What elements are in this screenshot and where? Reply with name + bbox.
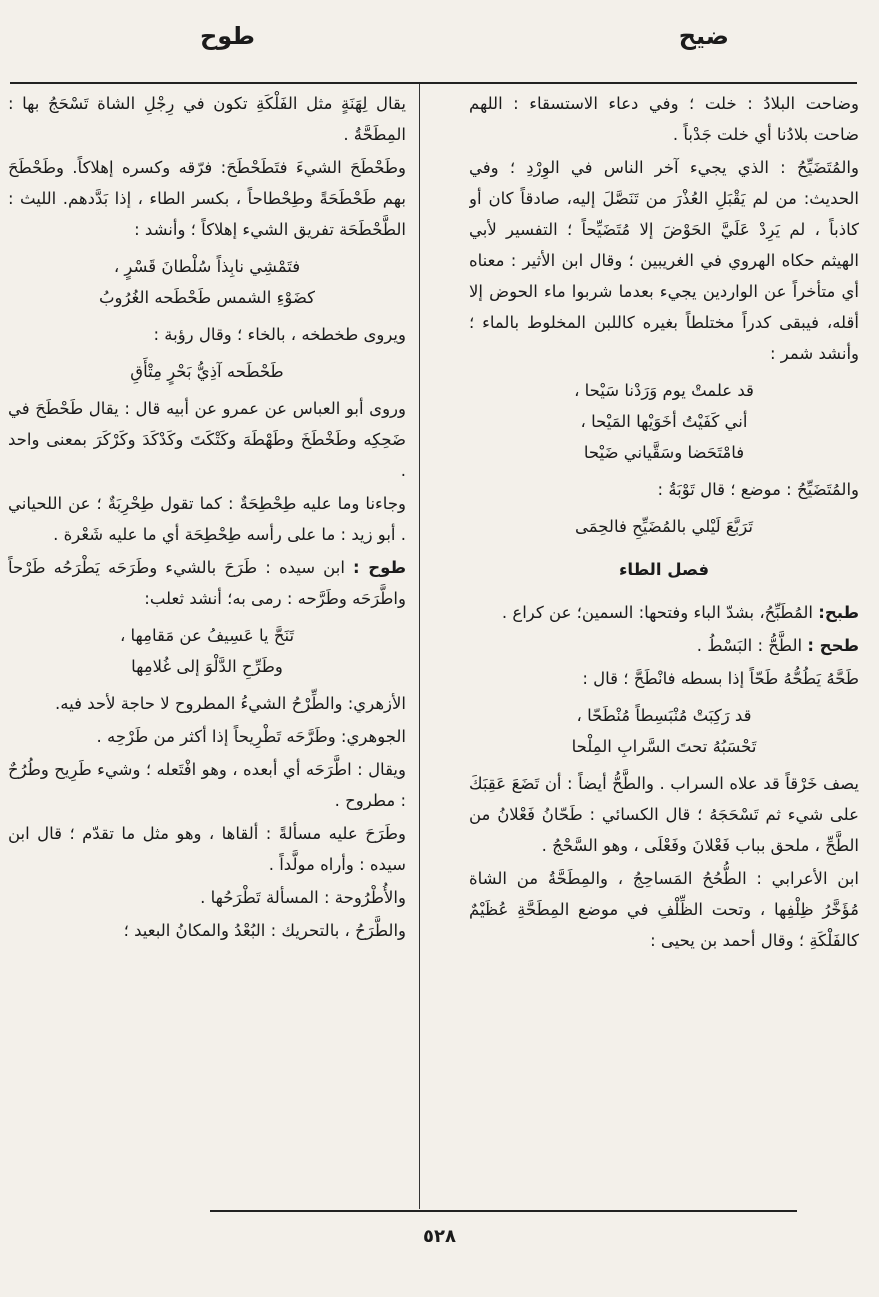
entry-headword: طحح : [807,636,859,655]
paragraph: ويروى طخطخه ، بالخاء ؛ وقال رؤبة : [153,325,406,344]
paragraph: وجاءنا وما عليه طِحْطِحَةٌ : كما تقول طِحْرِبَةٌ ؛ عن اللحياني . أبو زيد : ما على رأسه طِحْطِحَة أي ما عليه شَعْرة . [8,494,406,544]
column-divider [419,84,420,1209]
verse-block [469,375,859,468]
right-column [469,88,859,1200]
page-number: ٥٢٨ [423,1226,456,1247]
paragraph: وضاحت البلادُ : خلت ؛ وفي دعاء الاستسقاء : اللهم ضاحت بلادُنا أي خلت جَدْباً . [469,94,859,144]
verse-line: قد علمتْ يوم وَرَدْنا سَيْحا ، [574,381,754,400]
verse-line: فامْتَحَضا وسَقَّياني ضَيْحا [583,443,745,462]
entry-headword: طوح : [353,558,406,577]
paragraph: طَحَّهُ يَطُحُّهُ طَحّاً إذا بسطه فانْطَحَّ ؛ قال : [582,669,859,688]
entry [469,597,859,628]
verse-line: تَحْسَبُهُ تحتَ السَّرابِ المِلْحا [571,737,757,756]
section-heading: فصل الطاء [618,560,710,579]
paragraph: الأزهري: والطِّرْحُ الشيءُ المطروح لا حاجة لأحد فيه. [55,694,406,713]
verse-line: كضَوْءِ الشمس طَحْطَحه الغُرُوبُ [98,288,316,307]
paragraph: وطَرَحَ عليه مسألةً : ألقاها ، وهو مثل ما تقدّم ؛ قال ابن سيده : وأراه مولَّداً . [8,824,406,874]
paragraph: يقال لِهَنَةٍ مثل الفَلْكَةِ تكون في رِجْلِ الشاة تَسْحَجُ بها : المِطَحَّةُ . [8,94,406,144]
verse-line: قد رَكِبَتْ مُنْبَسِطاً مُنْطَحّا ، [576,706,752,725]
verse-block [8,251,406,313]
entry [469,630,859,661]
paragraph: الجوهري: وطَرَّحَه تَطْرِيحاً إذا أكثر من طَرْحِه . [96,727,406,746]
paragraph: والمُتَضَيِّحُ : موضع ؛ قال تَوْبَةُ : [657,480,859,499]
paragraph: يصف خَرْقاً قد علاه السراب . والطَّحُّ أيضاً : أن تَضَعَ عَقِبَكَ على شيء ثم تَسْحَجَهُ ؛ قال الكسائي : طَحّانُ فَعْلانُ من الطَّحِّ ، ملحق بباب فَعْلانَ وفَعْلَى ، وهو السَّحْجُ . [469,774,859,855]
paragraph: ويقال : اطَّرَحَه أي أبعده ، وهو افْتَعله ؛ وشيء طَرِيح وطُرُحٌ : مطروح . [8,760,406,810]
paragraph: وروى أبو العباس عن عمرو عن أبيه قال : يقال طَحْطَحَ في ضَحِكِه وطَخْطَخَ وطَهْطَهَ وكَتْكَتَ وكَدْكَدَ وكَرْكَرَ بمعنى واحد . [8,399,406,480]
bottom-rule [210,1210,797,1212]
paragraph: والأُطْرُوحة : المسألة تَطْرَحُها . [200,888,406,907]
entry-text: المُطَبِّحُ، بشدّ الباء وفتحها: السمين؛ عن كراع . [501,603,819,622]
top-rule [10,82,857,84]
verse-line: تَنَحَّ يا عَسِيفُ عن مَقامِها ، [119,626,295,645]
left-column [8,88,406,1200]
header-right-entry: ضيح [678,22,729,50]
verse-block [8,620,406,682]
entry-text: الطَّحُّ : البَسْطُ . [696,636,808,655]
verse-line: تَرَبَّعَ لَيْلي بالمُضَيِّحِ فالحِمَى [574,517,754,536]
verse-block [469,511,859,542]
verse-line: طَحْطَحه آذِيُّ بَحْرٍ مِتْأَقِ [130,362,284,381]
verse-line: فتَمْشِي نابِذاً سُلْطانَ قَسْرٍ ، [113,257,301,276]
entry-headword: طبح: [818,603,859,622]
paragraph: والمُتَضَيِّحُ : الذي يجيء آخر الناس في الوِرْدِ ؛ وفي الحديث: من لم يَقْبَلِ العُذْرَ من تَنَصَّلَ إليه، صادقاً كان أو كاذباً ، لم يَرِدْ عَلَيَّ الحَوْضَ إلا مُتَضَيِّحاً ؛ التفسير لأبي الهيثم حكاه الهروي في الغريبين ؛ وقال ابن الأثير : معناه أي متأخراً عن الواردين يجيء بعدما شربوا ماء الحوض إلا أقله، فيبقى كدراً مختلطاً بغيره كاللبن المخلوط بالماء ؛ وأنشد شمر : [469,158,859,363]
verse-line: وطَرِّحِ الدَّلْوَ إلى غُلامِها [131,657,283,676]
verse-block [469,700,859,762]
paragraph: والطَّرَحُ ، بالتحريك : البُعْدُ والمكانُ البعيد ؛ [123,921,406,940]
header-left-entry: طوح [200,22,255,50]
verse-line: أني كَفَيْتُ أخَوَيْها المَيْحا ، [580,412,748,431]
paragraph: وطَحْطَحَ الشيءَ فتَطَحْطَحَ: فرّقه وكسره إهلاكاً. وطَحْطَحَ بهم طَحْطَحَةً وطِحْطاحاً ، بكسر الطاء ، إذا بَدَّدهم. الليث : الطَّحْطَحَة تفريق الشيء إهلاكاً ؛ وأنشد : [8,158,406,239]
entry-text: ابن سيده : طَرَحَ بالشيء وطَرَحَه يَطْرَحُه طَرْحاً واطَّرَحَه وطَرَّحه : رمى به؛ أنشد ثعلب: [8,558,406,608]
paragraph: ابن الأعرابي : الطُّحُحُ المَساحِجُ ، والمِطَحَّةُ من الشاة مُؤَخَّرُ ظِلْفِها ، وتحت الظِّلْفِ في موضع المِطَحَّةِ عُظَيْمٌ كالفَلْكَةِ ؛ وقال أحمد بن يحيى : [469,869,859,950]
verse-block [8,356,406,387]
entry [8,552,406,614]
